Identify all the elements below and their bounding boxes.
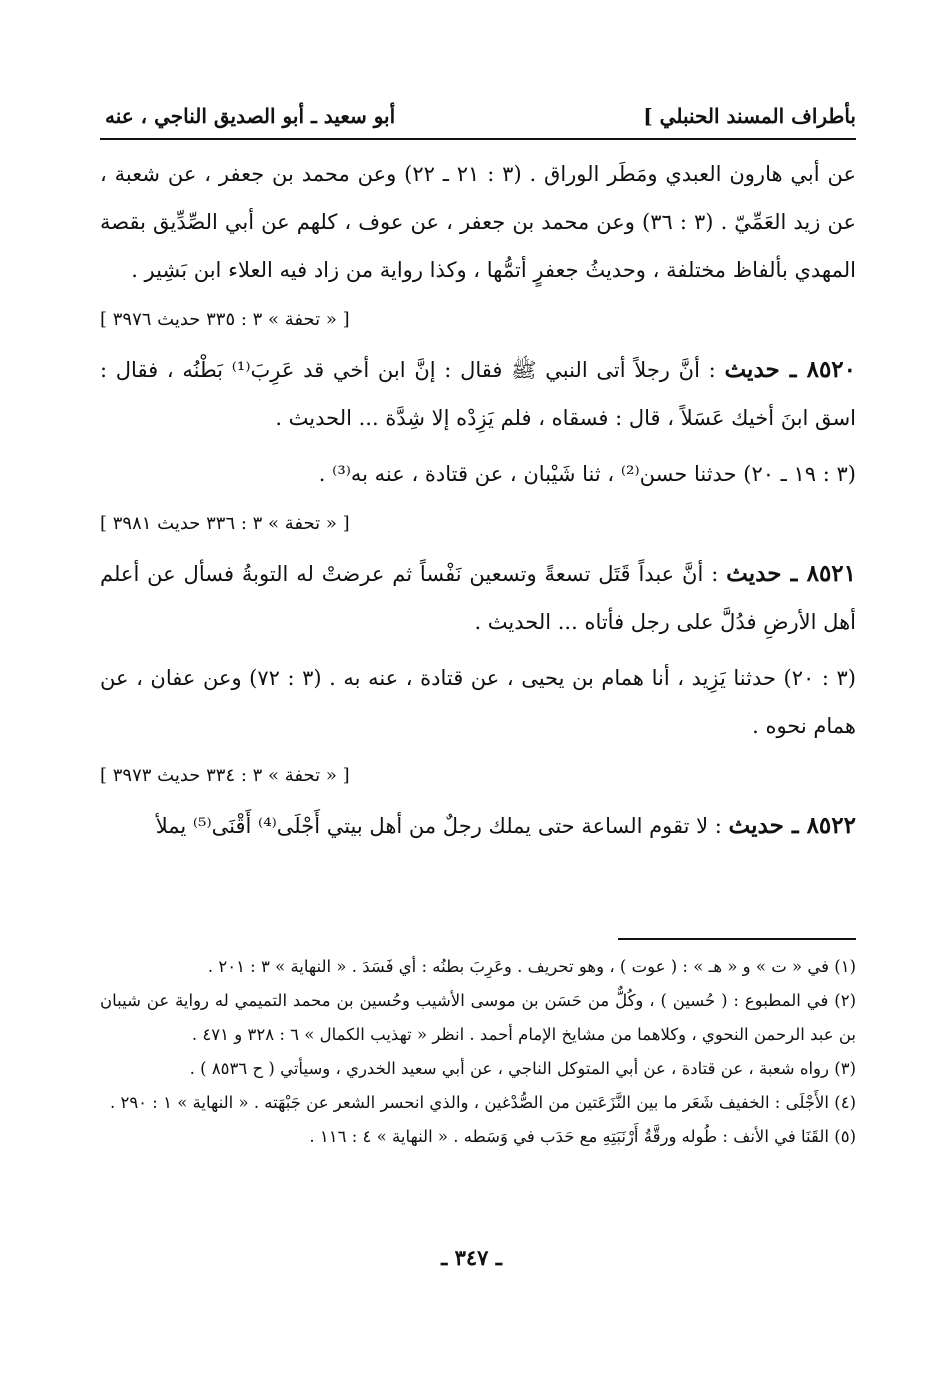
hadith-entry: ٨٥٢١ ـ حديث : أنَّ عبداً قَتَل تسعةً وتسعين نَفْساً ثم عرضتْ له التوبةُ فسأل عن أعلم أهل الأرضِ فدُلَّ على رجل فأتاه ... الحديث . — [100, 560, 857, 634]
reference-line: [ « تحفة » ٣ : ٣٣٥ حديث ٣٩٧٦ ] — [100, 309, 350, 330]
hadith-number: ٨٥٢٢ ـ حديث — [728, 812, 856, 839]
footnote: (١) في « ت » و « هـ » : ( عوت ) ، وهو تحريف . وعَرِبَ بطنُه : أي فَسَدَ . « النهاية » ٣ : ٢٠١ . — [207, 957, 856, 976]
paragraph: (٣ : ١٩ ـ ٢٠) حدثنا حسن⁽²⁾ ، ثنا شَيْبان ، عن قتادة ، عنه به⁽³⁾ . — [318, 462, 856, 486]
hadith-entry: ٨٥٢٠ ـ حديث : أنَّ رجلاً أتى النبي ﷺ فقال : إنَّ ابن أخي قد عَرِبَ⁽¹⁾ بَطْنُه ، فقال : اسق ابنَ أخيك عَسَلاً ، قال : فسقاه ، فلم يَزِدْه إلا شِدَّة ... الحديث . — [100, 356, 857, 430]
hadith-number: ٨٥٢٠ ـ حديث — [724, 356, 857, 383]
hadith-entry: ٨٥٢٢ ـ حديث : لا تقوم الساعة حتى يملك رجلٌ من أهل بيتي أَجْلَى⁽⁴⁾ أَقْنَى⁽⁵⁾ يملأ — [155, 812, 856, 839]
header-book-title: بأطراف المسند الحنبلي ] — [643, 104, 856, 128]
header-section-title: أبو سعيد ـ أبو الصديق الناجي ، عنه — [105, 104, 396, 128]
footnotes — [100, 950, 856, 1154]
footnote: (٢) في المطبوع : ( حُسين ) ، وكُلٌّ من حَسَن بن موسى الأشيب وحُسين بن محمد التميمي له رواية عن شيبان بن عبد الرحمن النحوي ، وكلاهما من مشايخ الإمام أحمد . انظر « تهذيب الكمال » ٦ : ٣٢٨ و ٤٧١ . — [100, 991, 856, 1044]
paragraph: (٣ : ٢٠) حدثنا يَزِيد ، أنا همام بن يحيى ، عن قتادة ، عنه به . (٣ : ٧٢) وعن عفان ، عن همام نحوه . — [100, 666, 856, 738]
footnote: (٤) الأَجْلَى : الخفيف شَعَر ما بين النَّزَعَتين من الصُّدْغين ، والذي انحسر الشعر عن جَبْهَته . « النهاية » ١ : ٢٩٠ . — [109, 1093, 856, 1112]
reference-line: [ « تحفة » ٣ : ٣٣٤ حديث ٣٩٧٣ ] — [100, 765, 350, 786]
footnote-rule — [618, 938, 856, 940]
page-number: ـ ٣٤٧ ـ — [441, 1245, 502, 1270]
header-rule — [100, 138, 856, 140]
hadith-number: ٨٥٢١ ـ حديث — [726, 560, 857, 587]
footnote: (٣) رواه شعبة ، عن قتادة ، عن أبي المتوكل الناجي ، عن أبي سعيد الخدري ، وسيأتي ( ح ٨٥٣٦ ) . — [189, 1059, 856, 1078]
main-text — [100, 150, 856, 850]
paragraph: عن أبي هارون العبدي ومَطَر الوراق . (٣ : ٢١ ـ ٢٢) وعن محمد بن جعفر ، عن شعبة ، عن زيد العَمِّيّ . (٣ : ٣٦) وعن محمد بن جعفر ، عن عوف ، كلهم عن أبي الصِّدِّيق بقصة المهدي بألفاظ مختلفة ، وحديثُ جعفرٍ أتمُّها ، وكذا رواية من زاد فيه العلاء ابن بَشِير . — [100, 162, 856, 282]
footnote: (٥) القَنَا في الأنف : طُوله ورقَّةُ أَرْنَبَتِهِ مع حَدَب في وَسَطه . « النهاية » ٤ : ١١٦ . — [309, 1127, 856, 1146]
reference-line: [ « تحفة » ٣ : ٣٣٦ حديث ٣٩٨١ ] — [100, 513, 350, 534]
running-header — [105, 96, 856, 136]
